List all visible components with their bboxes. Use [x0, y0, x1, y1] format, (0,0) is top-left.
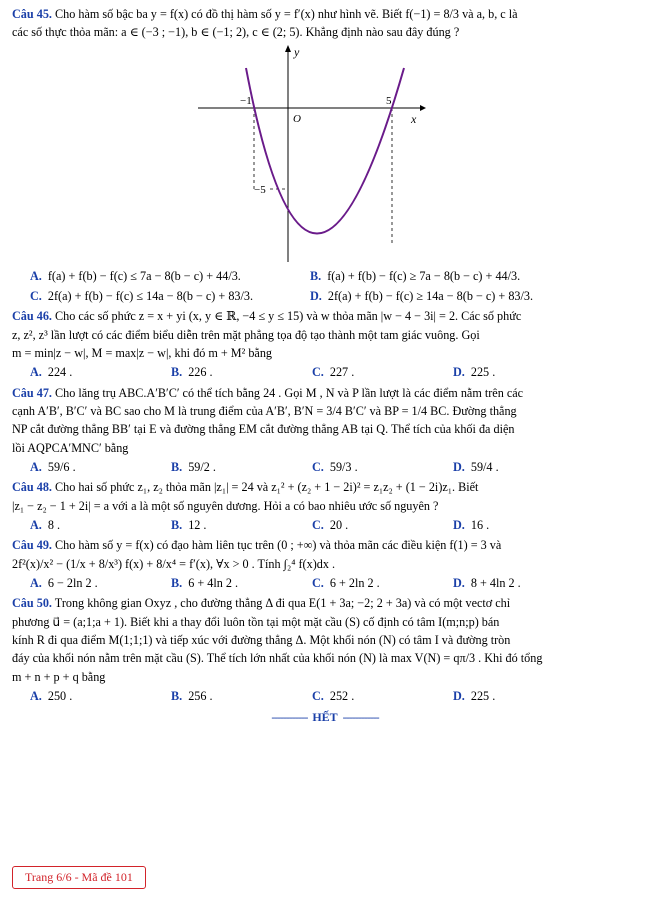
- option-d[interactable]: D. 225 .: [453, 365, 496, 380]
- option-c[interactable]: C. 20 .: [312, 517, 349, 532]
- tick-label-neg1: −1: [240, 94, 252, 107]
- option-a[interactable]: A. 6 − 2ln 2 .: [30, 575, 98, 590]
- question-text: lồi AQPCA′MNC′ bằng: [12, 440, 129, 455]
- option-a[interactable]: A. 8 .: [30, 517, 61, 532]
- option-a[interactable]: A. 59/6 .: [30, 459, 76, 474]
- end-marker: ------------ HẾT ------------: [271, 710, 379, 725]
- option-c[interactable]: C. 227 .: [312, 365, 355, 380]
- question-48: [12, 479, 638, 534]
- y-axis-label: y: [294, 44, 300, 59]
- question-text: m + n + p + q bằng: [12, 669, 106, 684]
- option-d[interactable]: D. 2f(a) + f(b) − f(c) ≥ 14a − 8(b − c) + 83/3.: [310, 288, 534, 303]
- origin-label: O: [293, 112, 301, 125]
- question-text: Cho hàm số y = f(x) có đạo hàm liên tục trên (0 ; +∞) và thỏa mãn các điều kiện f(1) = 3 và: [55, 538, 502, 553]
- tick-label-5: 5: [386, 94, 392, 107]
- tick-label-neg5: −5: [254, 183, 266, 196]
- question-label: Câu 48.: [12, 480, 52, 495]
- question-text: kính R đi qua điểm M(1;1;1) và tiếp xúc với đường thẳng Δ. Một khối nón (N) có tâm I và đường tròn: [12, 632, 511, 647]
- question-text: phương u⃗ = (a;1;a + 1). Biết khi a thay đổi luôn tồn tại một mặt cầu (S) cố định có tâm I(m;n;p) bán: [12, 614, 500, 629]
- option-c[interactable]: C. 6 + 2ln 2 .: [312, 575, 380, 590]
- option-b[interactable]: B. 12 .: [171, 517, 207, 532]
- question-49: [12, 537, 638, 592]
- question-text: Cho hàm số bậc ba y = f(x) có đồ thị hàm số y = f′(x) như hình vẽ. Biết f(−1) = 8/3 và a, b, c là: [55, 7, 518, 21]
- option-d[interactable]: D. 59/4 .: [453, 459, 499, 474]
- exam-page: [12, 6, 638, 726]
- question-text: m = min|z − w|, M = max|z − w|, khi đó m + M² bằng: [12, 345, 273, 360]
- page-footer: Trang 6/6 - Mã đề 101: [12, 866, 146, 889]
- option-a[interactable]: A. 224 .: [30, 365, 73, 380]
- option-d[interactable]: D. 8 + 4ln 2 .: [453, 575, 521, 590]
- option-b[interactable]: B. 59/2 .: [171, 459, 216, 474]
- question-text: Trong không gian Oxyz , cho đường thẳng Δ đi qua E(1 + 3a; −2; 2 + 3a) và có một vectơ chỉ: [54, 596, 511, 611]
- x-axis-label: x: [411, 111, 417, 126]
- option-a[interactable]: A. 250 .: [30, 688, 73, 703]
- question-label: Câu 47.: [12, 385, 52, 400]
- x-axis-arrow: [420, 105, 426, 111]
- y-axis-arrow: [285, 45, 291, 52]
- option-c[interactable]: C. 252 .: [312, 688, 355, 703]
- option-d[interactable]: D. 225 .: [453, 688, 496, 703]
- option-c[interactable]: C. 59/3 .: [312, 459, 358, 474]
- question-label: Câu 50.: [12, 596, 52, 611]
- question-46: [12, 308, 638, 381]
- question-text: cạnh A′B′, B′C′ và BC sao cho M là trung điểm của A′B′, B′N = 3/4 B′C′ và BP = 1/4 BC. Đường thẳng: [12, 403, 517, 418]
- question-45: [12, 6, 638, 305]
- question-text: các số thực thỏa mãn: a ∈ (−3 ; −1), b ∈ (−1; 2), c ∈ (2; 5). Khẳng định nào sau đây đúng ?: [12, 25, 460, 40]
- question-text: z, z², z³ lần lượt có các điểm biểu diễn trên mặt phẳng tọa độ tạo thành một tam giác vuông. Gọi: [12, 327, 480, 342]
- question-label: Câu 46.: [12, 309, 52, 324]
- option-d[interactable]: D. 16 .: [453, 517, 490, 532]
- question-50: [12, 595, 638, 705]
- end-word: HẾT: [312, 710, 338, 725]
- question-text: Cho hai số phức z₁, z₂ thỏa mãn |z₁| = 24 và z₁² + (z₂ + 1 − 2i)² = z₁z₂ + (1 − 2i)z₁. Biết: [55, 480, 479, 495]
- question-text: Cho các số phức z = x + yi (x, y ∈ ℝ, −4 ≤ y ≤ 15) và w thỏa mãn |w − 4 − 3i| = 2. Các số phức: [55, 309, 522, 324]
- derivative-graph: [188, 44, 438, 266]
- option-b[interactable]: B. 6 + 4ln 2 .: [171, 575, 239, 590]
- question-text: đáy của khối nón nằm trên mặt cầu (S). Thể tích lớn nhất của khối nón (N) là max V(N) = qπ/3 . Khi đó tổng: [12, 651, 543, 666]
- question-47: [12, 385, 638, 477]
- question-text: |z₁ − z₂ − 1 + 2i| = a với a là một số nguyên dương. Hỏi a có bao nhiêu ước số nguyên ?: [12, 498, 439, 513]
- option-c[interactable]: C. 2f(a) + f(b) − f(c) ≤ 14a − 8(b − c) + 83/3.: [30, 288, 254, 303]
- question-text: NP cắt đường thẳng BB′ tại E và đường thẳng EM cắt đường thẳng AB tại Q. Thể tích của khối đa diện: [12, 422, 515, 437]
- question-text: Cho lăng trụ ABC.A′B′C′ có thể tích bằng 24 . Gọi M , N và P lần lượt là các điểm nằm trên các: [55, 385, 524, 400]
- derivative-curve: [246, 68, 404, 234]
- question-label: Câu 49.: [12, 538, 52, 553]
- option-b[interactable]: B. 226 .: [171, 365, 213, 380]
- question-text: 2f²(x)/x² − (1/x + 8/x³) f(x) + 8/x⁴ = f′(x), ∀x > 0 . Tính ∫₂⁴ f(x)dx .: [12, 556, 336, 571]
- option-b[interactable]: B. f(a) + f(b) − f(c) ≥ 7a − 8(b − c) + 44/3.: [310, 268, 521, 283]
- option-a[interactable]: A. f(a) + f(b) − f(c) ≤ 7a − 8(b − c) + 44/3.: [30, 268, 241, 283]
- option-b[interactable]: B. 256 .: [171, 688, 213, 703]
- question-label: Câu 45.: [12, 7, 52, 21]
